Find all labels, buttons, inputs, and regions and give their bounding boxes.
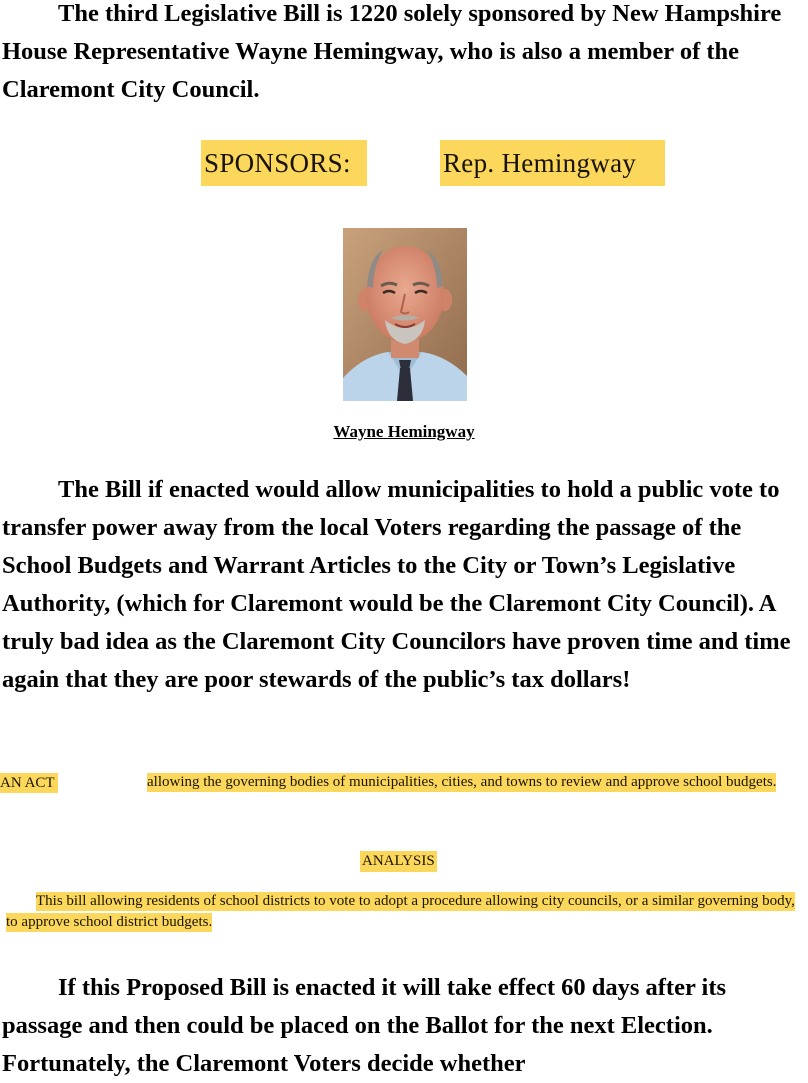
bill-paragraph-text: The Bill if enacted would allow municipalities to hold a public vote to transfer power away from the local Voters regarding the passage of the School Budgets and Warrant Articles to the City or Town’s Legislative Authority, (which for Claremont would be the Claremont City Council). A truly bad idea as the Claremont City Councilors have proven time and time again that they are poor stewards of the public’s tax dollars! xyxy=(2,476,791,693)
closing-paragraph-text: If this Proposed Bill is enacted it will take effect 60 days after its passage and then could be placed on the Ballot for the next Election. Fortunately, the Claremont Voters decide whether xyxy=(2,974,727,1077)
intro-paragraph-text: The third Legislative Bill is 1220 solely sponsored by New Hampshire House Representative Wayne Hemingway, who is also a member of the Claremont City Council. xyxy=(2,0,782,103)
sponsors-label: SPONSORS: xyxy=(201,140,367,186)
sponsor-photo xyxy=(343,228,467,401)
analysis-body-text: This bill allowing residents of school districts to vote to adopt a procedure allowing city councils, or a similar governing body, to approve school district budgets. xyxy=(6,893,795,930)
analysis-heading: ANALYSIS xyxy=(360,851,437,872)
act-label: AN ACT xyxy=(0,773,58,793)
sponsor-name: Rep. Hemingway xyxy=(440,140,665,186)
act-description xyxy=(147,772,808,793)
photo-caption: Wayne Hemingway xyxy=(333,422,475,441)
intro-paragraph xyxy=(2,0,808,109)
act-description-text: allowing the governing bodies of municipalities, cities, and towns to review and approve school budgets. xyxy=(147,774,777,790)
closing-paragraph xyxy=(2,969,808,1083)
analysis-body xyxy=(6,891,808,933)
bill-paragraph xyxy=(2,471,808,699)
